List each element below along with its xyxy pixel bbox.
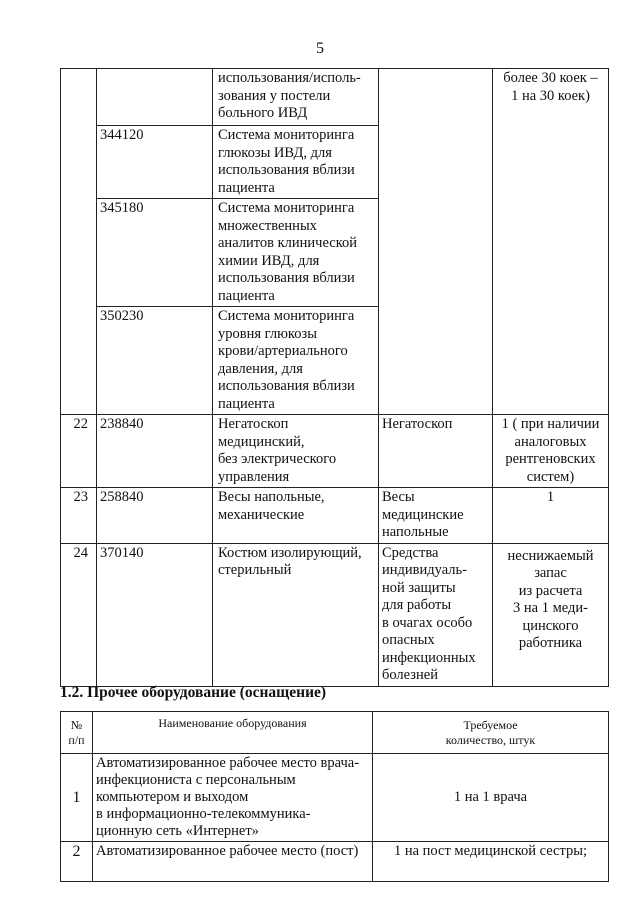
- code-cell: 370140: [97, 543, 213, 686]
- name-cell: Система мониторинга уровня глюкозы крови/артериального давления, для использования вблизи пациента: [213, 307, 379, 415]
- group-cell: Весы медицинские напольные: [379, 488, 493, 544]
- row-number: 24: [61, 543, 97, 686]
- code-cell: 258840: [97, 488, 213, 544]
- quantity-cell: 1 на 1 врача: [373, 754, 609, 842]
- table-row: [61, 543, 609, 686]
- code-cell: [97, 69, 213, 126]
- name-cell: Костюм изолирующий, стерильный: [213, 543, 379, 686]
- equipment-table: [60, 68, 609, 687]
- code-cell: 350230: [97, 307, 213, 415]
- table-row: [61, 842, 609, 882]
- row-number: 22: [61, 415, 97, 488]
- group-cell: Средства индивидуаль- ной защиты для работы в очагах особо опасных инфекционных болезней: [379, 543, 493, 686]
- other-equipment-table: [60, 711, 609, 882]
- section-title: 1.2. Прочее оборудование (оснащение): [60, 684, 327, 701]
- page-number: 5: [316, 40, 324, 57]
- code-cell: 345180: [97, 199, 213, 307]
- name-cell: Негатоскоп медицинский, без электрического управления: [213, 415, 379, 488]
- name-cell: Автоматизированное рабочее место (пост): [93, 842, 373, 882]
- name-cell: использования/исполь- зования у постели больного ИВД: [213, 69, 379, 126]
- quantity-cell: 1: [493, 488, 609, 544]
- header-number: № п/п: [61, 712, 93, 754]
- row-number: 23: [61, 488, 97, 544]
- table-row: [61, 415, 609, 488]
- header-quantity: Требуемое количество, штук: [373, 712, 609, 754]
- quantity-cell: 1 на пост медицинской сестры;: [373, 842, 609, 882]
- quantity-cell: более 30 коек – 1 на 30 коек): [493, 69, 609, 415]
- code-cell: 344120: [97, 126, 213, 199]
- row-number: 1: [61, 754, 93, 842]
- quantity-cell: 1 ( при наличии аналоговых рентгеновских систем): [493, 415, 609, 488]
- row-number: 2: [61, 842, 93, 882]
- row-number: [61, 69, 97, 415]
- header-name: Наименование оборудования: [93, 712, 373, 754]
- group-cell: Негатоскоп: [379, 415, 493, 488]
- code-cell: 238840: [97, 415, 213, 488]
- name-cell: Весы напольные, механические: [213, 488, 379, 544]
- table-row: [61, 754, 609, 842]
- table-row: [61, 69, 609, 126]
- table-header-row: [61, 712, 609, 754]
- name-cell: Автоматизированное рабочее место врача- инфекциониста с персональным компьютером и выходом в информационно-телекоммуника- ционную сеть «Интернет»: [93, 754, 373, 842]
- group-cell: [379, 69, 493, 415]
- table-row: [61, 488, 609, 544]
- name-cell: Система мониторинга множественных аналитов клинической химии ИВД, для использования вблизи пациента: [213, 199, 379, 307]
- quantity-cell: неснижаемый запас из расчета 3 на 1 меди- цинского работника: [493, 543, 609, 686]
- name-cell: Система мониторинга глюкозы ИВД, для использования вблизи пациента: [213, 126, 379, 199]
